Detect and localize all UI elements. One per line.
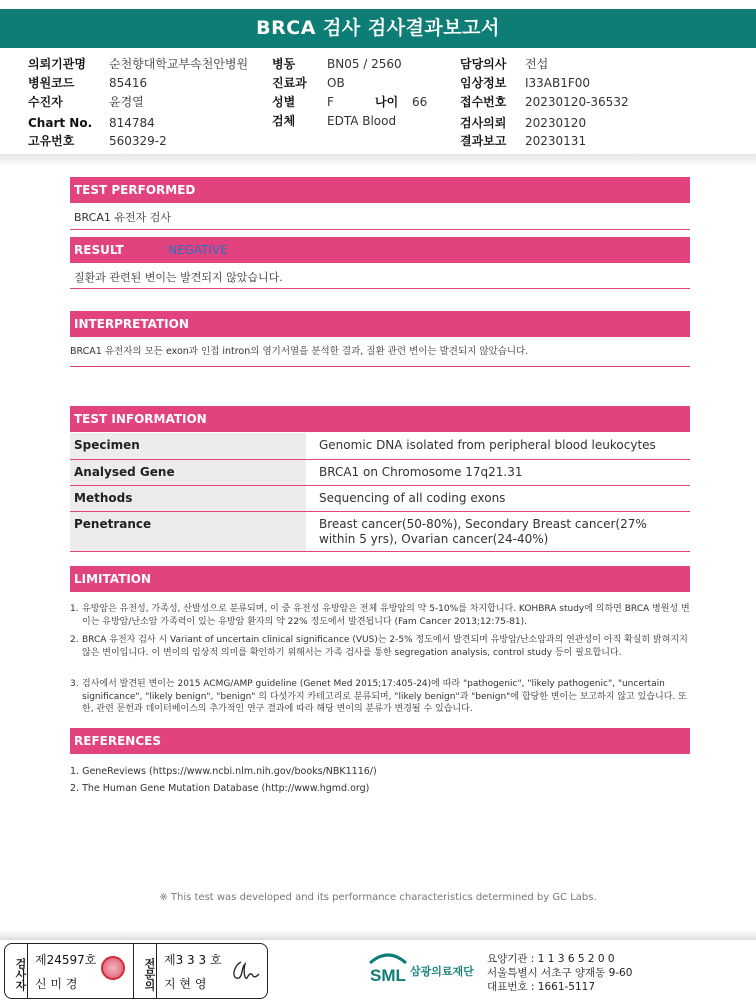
hdr-value-chart-no: 814784 xyxy=(109,116,155,130)
hdr-value-patient: 윤경열 xyxy=(109,95,144,109)
footer-phone: 대표번호 : 1661-5117 xyxy=(487,981,596,993)
hdr-value-ward: BN05 / 2560 xyxy=(327,57,402,71)
hdr-label-institution: 의뢰기관명 xyxy=(28,57,86,71)
test-info-label: Methods xyxy=(70,486,306,511)
hdr-label-chart-no: Chart No. xyxy=(28,116,93,130)
test-info-row-specimen xyxy=(70,433,690,460)
section-limitation-heading: LIMITATION xyxy=(70,566,690,592)
specialist-name: 지 현 영 xyxy=(164,977,207,991)
footer-institution-code: 요양기관 : 1 1 3 6 5 2 0 0 xyxy=(487,953,615,965)
limitation-item xyxy=(70,678,690,716)
signature-divider xyxy=(27,944,28,998)
hdr-label-receipt-no: 접수번호 xyxy=(460,95,507,109)
limitation-number: 1. xyxy=(70,604,79,614)
signature-divider xyxy=(156,944,157,998)
section-references-heading: REFERENCES xyxy=(70,728,690,754)
hdr-value-dept: OB xyxy=(327,76,345,90)
hdr-value-specimen: EDTA Blood xyxy=(327,114,397,128)
limitation-item xyxy=(70,603,690,628)
hdr-value-age: 66 xyxy=(412,95,428,109)
test-info-row-methods xyxy=(70,486,690,512)
result-text: 질환과 관련된 변이는 발견되지 않았습니다. xyxy=(74,271,283,284)
report-title: BRCA 검사 검사결과보고서 xyxy=(0,9,756,48)
section-divider xyxy=(70,229,690,230)
test-info-value: Breast cancer(50-80%), Secondary Breast cancer(27% within 5 yrs), Ovarian cancer(24-40%) xyxy=(319,517,647,546)
section-test-information-heading: TEST INFORMATION xyxy=(70,406,690,432)
test-info-value: Genomic DNA isolated from peripheral blood leukocytes xyxy=(319,438,656,452)
test-info-value: BRCA1 on Chromosome 17q21.31 xyxy=(319,465,523,479)
section-result-heading xyxy=(70,237,690,263)
hdr-label-sex: 성별 xyxy=(272,95,296,109)
section-test-performed-heading: TEST PERFORMED xyxy=(70,177,690,203)
footer-divider xyxy=(0,930,756,940)
hdr-value-report-date: 20230131 xyxy=(525,134,587,148)
limitation-number: 3. xyxy=(70,679,79,689)
limitation-text: BRCA 유전자 검사 시 Variant of uncertain clinical significance (VUS)는 2-5% 정도에서 발견되며 유방암/난소암과의 연관성이 아직 확실히 밝혀지지 않은 변이입니다. 이 변이의 임상적 의미를 확인하기 위해서는 가족 검사를 통한 segregation analysis, control study 등이 필요합니다. xyxy=(82,635,688,658)
hdr-label-report-date: 결과보고 xyxy=(460,134,507,148)
reference-item: 1. GeneReviews (https://www.ncbi.nlm.nih.gov/books/NBK1116/) xyxy=(70,766,377,777)
hdr-label-patient: 수진자 xyxy=(28,95,63,109)
logo-text: SML xyxy=(370,966,406,985)
result-value: NEGATIVE xyxy=(168,243,228,257)
hdr-value-unique-no: 560329-2 xyxy=(109,134,167,148)
test-info-row-gene xyxy=(70,460,690,486)
hdr-label-dept: 진료과 xyxy=(272,76,307,90)
test-info-label: Specimen xyxy=(70,433,306,459)
hdr-label-doctor: 담당의사 xyxy=(460,57,507,71)
hdr-label-specimen: 검체 xyxy=(272,114,296,128)
tester-license: 제24597호 xyxy=(35,953,97,967)
limitation-item xyxy=(70,634,690,659)
test-info-label: Penetrance xyxy=(70,512,306,551)
reference-item: 2. The Human Gene Mutation Database (http://www.hgmd.org) xyxy=(70,783,370,794)
tester-label: 검사자 xyxy=(14,957,27,991)
hdr-label-request-date: 검사의뢰 xyxy=(460,116,507,130)
hdr-value-sex: F xyxy=(327,95,334,109)
interpretation-text: BRCA1 유전자의 모든 exon과 인접 intron의 염기서열을 분석한 결과, 질환 관련 변이는 발견되지 않았습니다. xyxy=(70,346,529,357)
test-performed-text: BRCA1 유전자 검사 xyxy=(74,211,171,224)
tester-name: 신 미 경 xyxy=(35,977,78,991)
section-divider xyxy=(70,288,690,289)
hdr-value-receipt-no: 20230120-36532 xyxy=(525,95,629,109)
company-name: 삼광의료재단 xyxy=(410,965,474,978)
result-heading-label: RESULT xyxy=(74,243,124,257)
sml-logo-icon xyxy=(364,949,412,989)
footnote: ※ This test was developed and its performance characteristics determined by GC Labs. xyxy=(159,892,597,903)
hdr-value-clinical-info: I33AB1F00 xyxy=(525,76,591,90)
hdr-value-institution: 순천향대학교부속천안병원 xyxy=(109,57,249,71)
section-interpretation-heading: INTERPRETATION xyxy=(70,311,690,337)
test-info-label: Analysed Gene xyxy=(70,460,306,485)
handwritten-signature-icon xyxy=(227,958,261,986)
test-info-row-penetrance xyxy=(70,512,690,552)
limitation-number: 2. xyxy=(70,635,79,645)
header-divider xyxy=(0,154,756,166)
signature-box xyxy=(4,943,268,999)
hdr-value-doctor: 전섭 xyxy=(525,57,549,71)
specialist-license: 제3 3 3 호 xyxy=(164,953,222,967)
limitation-text: 유방암은 유전성, 가족성, 산발성으로 분류되며, 이 중 유전성 유방암은 전체 유방암의 약 5-10%를 차지합니다. KOHBRA study에 의하면 BRCA 병원성 변이는 유방암/난소암 가족력이 있는 유방암 환자의 약 22% 정도에서 발견됩니다 (Fam Cancer 2013;12:75-81). xyxy=(82,604,690,627)
section-divider xyxy=(70,366,690,367)
limitation-text: 검사에서 발견된 변이는 2015 ACMG/AMP guideline (Genet Med 2015;17:405-24)에 따라 "pathogenic", "likely pathogenic", "uncertain significance", "likely benign", "benign" 의 다섯가지 카테고리로 분류되며, "likely benign"과 "benign"에 합당한 변이는 보고하지 않고 있습니다. 또한, 관련 문헌과 데이터베이스의 추가적인 연구 결과에 따라 해당 변이의 분류가 변경될 수 있습니다. xyxy=(82,679,687,714)
test-info-value: Sequencing of all coding exons xyxy=(319,491,506,505)
hdr-value-hospital-code: 85416 xyxy=(109,76,148,90)
specialist-label: 전문의 xyxy=(143,957,156,991)
hdr-label-ward: 병동 xyxy=(272,57,296,71)
hdr-label-age: 나이 xyxy=(375,95,399,109)
hdr-label-clinical-info: 임상정보 xyxy=(460,76,507,90)
hdr-value-request-date: 20230120 xyxy=(525,116,587,130)
hdr-label-unique-no: 고유번호 xyxy=(28,134,75,148)
hdr-label-hospital-code: 병원코드 xyxy=(28,76,75,90)
tester-seal-stamp xyxy=(101,956,125,980)
footer-address: 서울특별시 서초구 양재동 9-60 xyxy=(487,967,633,979)
